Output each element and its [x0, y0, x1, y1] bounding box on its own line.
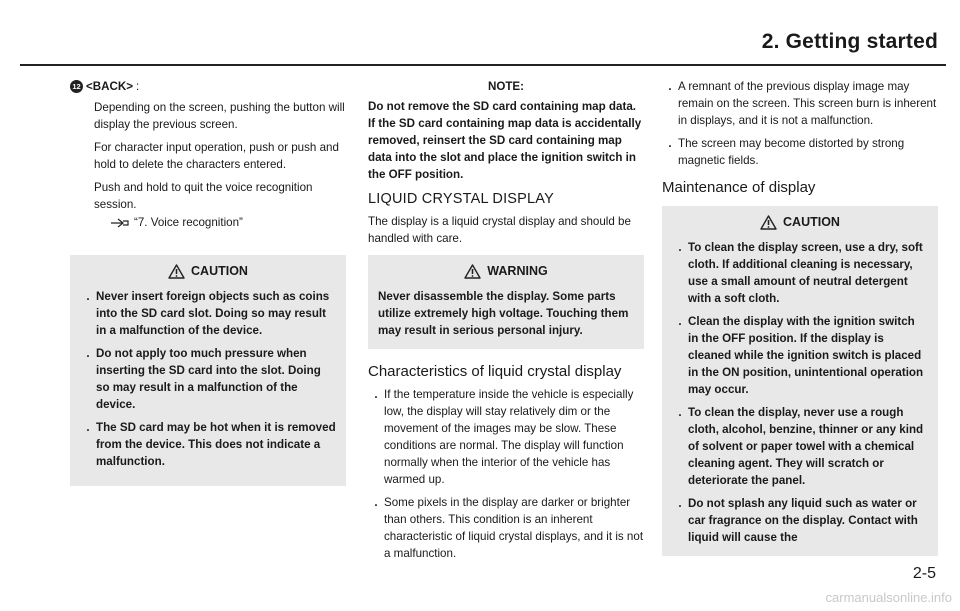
warning-box [368, 255, 644, 349]
paragraph: Depending on the screen, pushing the button will display the previous screen. [94, 101, 345, 131]
cross-reference [70, 214, 346, 231]
caution-title: CAUTION [80, 263, 336, 280]
watermark: carmanualsonline.info [825, 590, 952, 605]
column-3 [662, 78, 938, 556]
characteristic-item: . If the temperature inside the vehicle is especially low, the display will stay relatively dim or the movement of the images may be slow. These conditions are normal. The display will function normally when the interior of the vehicle has warmed up. [374, 388, 634, 486]
warning-triangle-icon [464, 264, 481, 279]
lcd-intro-text: The display is a liquid crystal display and should be handled with care. [368, 215, 631, 245]
page-header-title: 2. Getting started [761, 30, 938, 53]
back-item-label: <BACK> [86, 80, 134, 93]
cross-reference-text[interactable]: “7. Voice recognition” [134, 216, 243, 229]
caution-item: . The SD card may be hot when it is removed from the device. This does not indicate a malfunction. [86, 421, 336, 468]
caution-item: . Do not splash any liquid such as water or car fragrance on the display. Contact with liquid will cause the [678, 497, 918, 544]
pointing-hand-icon [110, 216, 130, 230]
column-2 [368, 78, 644, 568]
header-rule [20, 64, 946, 66]
page-number: 2-5 [912, 565, 936, 582]
paragraph: Push and hold to quit the voice recognition session. [94, 181, 313, 211]
caution-box [662, 206, 938, 556]
warning-triangle-icon [760, 215, 777, 230]
paragraph: For character input operation, push or push and hold to delete the characters entered. [94, 141, 339, 171]
warning-title: WARNING [378, 263, 634, 280]
warning-triangle-icon [168, 264, 185, 279]
item-number-badge: 12 [70, 80, 83, 93]
caution-title: CAUTION [672, 214, 928, 231]
caution-item: . To clean the display, never use a rough cloth, alcohol, benzine, thinner or any kind of solvent or paper towel with a chemical cleaning agent. They will scratch or deteriorate the panel. [678, 406, 924, 487]
note-title: NOTE: [487, 80, 525, 93]
caution-item: . Never insert foreign objects such as coins into the SD card slot. Doing so may result in a malfunction of the device. [86, 290, 330, 337]
back-item-heading [70, 78, 346, 95]
note-text: Do not remove the SD card containing map data. If the SD card containing map data is accidentally removed, reinsert the SD card containing map data into the slot and place the ignition switch in the OFF position. [368, 100, 642, 181]
caution-item: . To clean the display screen, use a dry, soft cloth. If additional cleaning is necessary, use a small amount of neutral detergent with a soft cloth. [678, 241, 923, 305]
section-heading-characteristics: Characteristics of liquid crystal display [368, 363, 622, 380]
column-1 [70, 78, 346, 486]
bullet-item: . A remnant of the previous display image may remain on the screen. This screen burn is inherent in displays, and it is not a malfunction. [668, 80, 937, 127]
characteristic-item: . Some pixels in the display are darker or brighter than others. This condition is an inherent characteristic of liquid crystal displays, and it is not a malfunction. [374, 496, 644, 560]
bullet-item: . The screen may become distorted by strong magnetic fields. [668, 137, 905, 167]
caution-item: . Clean the display with the ignition switch in the OFF position. If the display is cleaned while the ignition switch is placed in the ON position, unintentional operation may occur. [678, 315, 924, 396]
section-heading-lcd: LIQUID CRYSTAL DISPLAY [368, 191, 554, 207]
warning-text: Never disassemble the display. Some parts utilize extremely high voltage. Touching them may result in serious personal injury. [378, 290, 629, 337]
section-heading-maintenance: Maintenance of display [662, 179, 816, 196]
caution-box [70, 255, 346, 486]
back-item-suffix: : [136, 80, 140, 93]
caution-item: . Do not apply too much pressure when inserting the SD card into the slot. Doing so may result in a malfunction of the device. [86, 347, 321, 411]
